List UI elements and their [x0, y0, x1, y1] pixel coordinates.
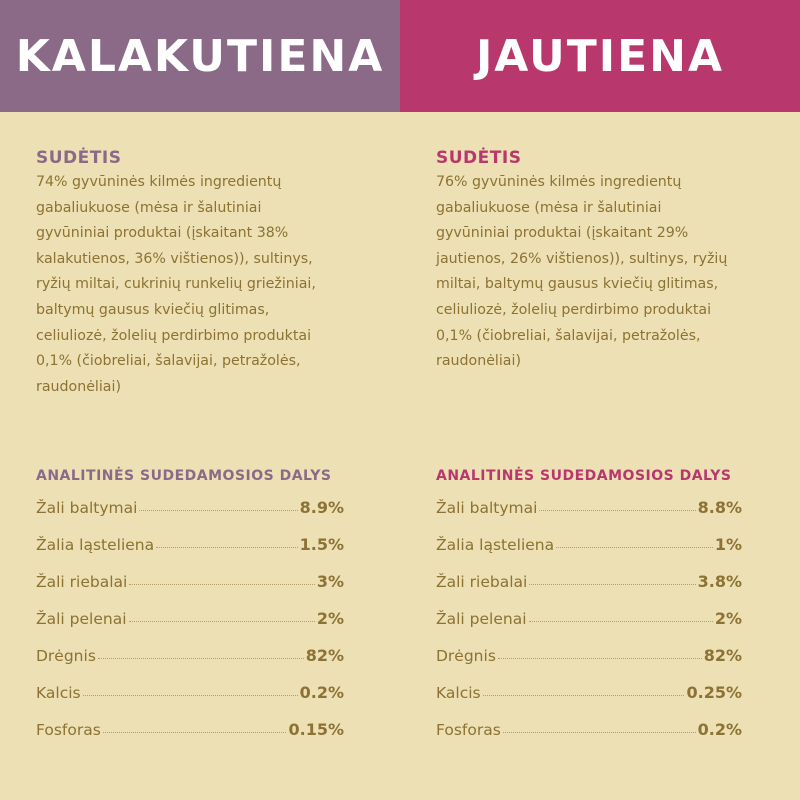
dotted-leader [539, 510, 695, 511]
row-label: Fosforas [436, 721, 501, 739]
analysis-row [436, 720, 742, 757]
analysis-row [36, 720, 344, 757]
row-value: 0.2% [299, 683, 344, 702]
row-label: Žali pelenai [436, 610, 527, 628]
row-label: Kalcis [436, 684, 481, 702]
left-column [0, 112, 400, 739]
analysis-row [36, 646, 344, 683]
header-left-title: KALAKUTIENA [0, 0, 400, 112]
dotted-leader [103, 732, 287, 733]
analysis-row [436, 535, 742, 572]
right-analysis-title: ANALITINĖS SUDEDAMOSIOS DALYS [436, 468, 732, 484]
left-composition-title: SUDĖTIS [36, 148, 122, 168]
row-label: Fosforas [36, 721, 101, 739]
analysis-row [436, 646, 742, 683]
row-value: 3% [316, 572, 344, 591]
row-label: Žali pelenai [36, 610, 127, 628]
left-analysis-title: ANALITINĖS SUDEDAMOSIOS DALYS [36, 468, 332, 484]
left-composition-text: 74% gyvūninės kilmės ingredientų gabaliukuose (mėsa ir šalutiniai gyvūniniai produktai (įskaitant 38% kalakutienos, 36% vištienos)), sultinys, ryžių miltai, cukrinių runkelių griežiniai, baltymų gausus kviečių glitimas, celiuliozė, žolelių perdirbimo produktai 0,1% (čiobreliai, šalavijai, petražolės, raudonėliai) [36, 174, 316, 395]
header-right-title: JAUTIENA [400, 0, 800, 112]
right-composition-title: SUDĖTIS [436, 148, 522, 168]
row-label: Žali baltymai [36, 499, 138, 517]
row-value: 82% [305, 646, 344, 665]
row-value: 8.9% [299, 498, 344, 517]
row-label: Žali riebalai [36, 573, 128, 591]
analysis-row [36, 683, 344, 720]
analysis-row [36, 535, 344, 572]
right-column [400, 112, 800, 739]
left-analysis [36, 468, 344, 757]
analysis-row [36, 498, 344, 535]
dotted-leader [98, 658, 304, 659]
row-value: 1% [714, 535, 742, 554]
analysis-row [436, 498, 742, 535]
row-label: Žali baltymai [436, 499, 538, 517]
row-value: 0.2% [697, 720, 742, 739]
dotted-leader [156, 547, 298, 548]
analysis-row [436, 572, 742, 609]
dotted-leader [129, 621, 315, 622]
dotted-leader [139, 510, 297, 511]
header [0, 0, 800, 112]
dotted-leader [556, 547, 713, 548]
analysis-row [36, 572, 344, 609]
row-value: 3.8% [697, 572, 742, 591]
dotted-leader [503, 732, 696, 733]
row-label: Drėgnis [436, 647, 496, 665]
row-value: 82% [703, 646, 742, 665]
analysis-row [436, 609, 742, 646]
row-label: Žalia ląsteliena [36, 536, 155, 554]
row-value: 2% [316, 609, 344, 628]
dotted-leader [83, 695, 298, 696]
row-label: Kalcis [36, 684, 81, 702]
row-value: 1.5% [299, 535, 344, 554]
row-label: Žali riebalai [436, 573, 528, 591]
row-value: 0.15% [288, 720, 344, 739]
row-label: Žalia ląsteliena [436, 536, 555, 554]
right-composition-text: 76% gyvūninės kilmės ingredientų gabaliukuose (mėsa ir šalutiniai gyvūniniai produktai (įskaitant 29% jautienos, 26% vištienos)), sultinys, ryžių miltai, baltymų gausus kviečių glitimas, celiuliozė, žolelių perdirbimo produktai 0,1% (čiobreliai, šalavijai, petražolės, raudonėliai) [436, 174, 728, 370]
right-analysis [436, 468, 742, 757]
row-value: 2% [714, 609, 742, 628]
analysis-row [436, 683, 742, 720]
row-label: Drėgnis [36, 647, 96, 665]
dotted-leader [529, 621, 713, 622]
dotted-leader [129, 584, 315, 585]
dotted-leader [498, 658, 702, 659]
dotted-leader [483, 695, 685, 696]
row-value: 8.8% [697, 498, 742, 517]
analysis-row [36, 609, 344, 646]
dotted-leader [529, 584, 695, 585]
row-value: 0.25% [686, 683, 742, 702]
columns [0, 112, 800, 739]
